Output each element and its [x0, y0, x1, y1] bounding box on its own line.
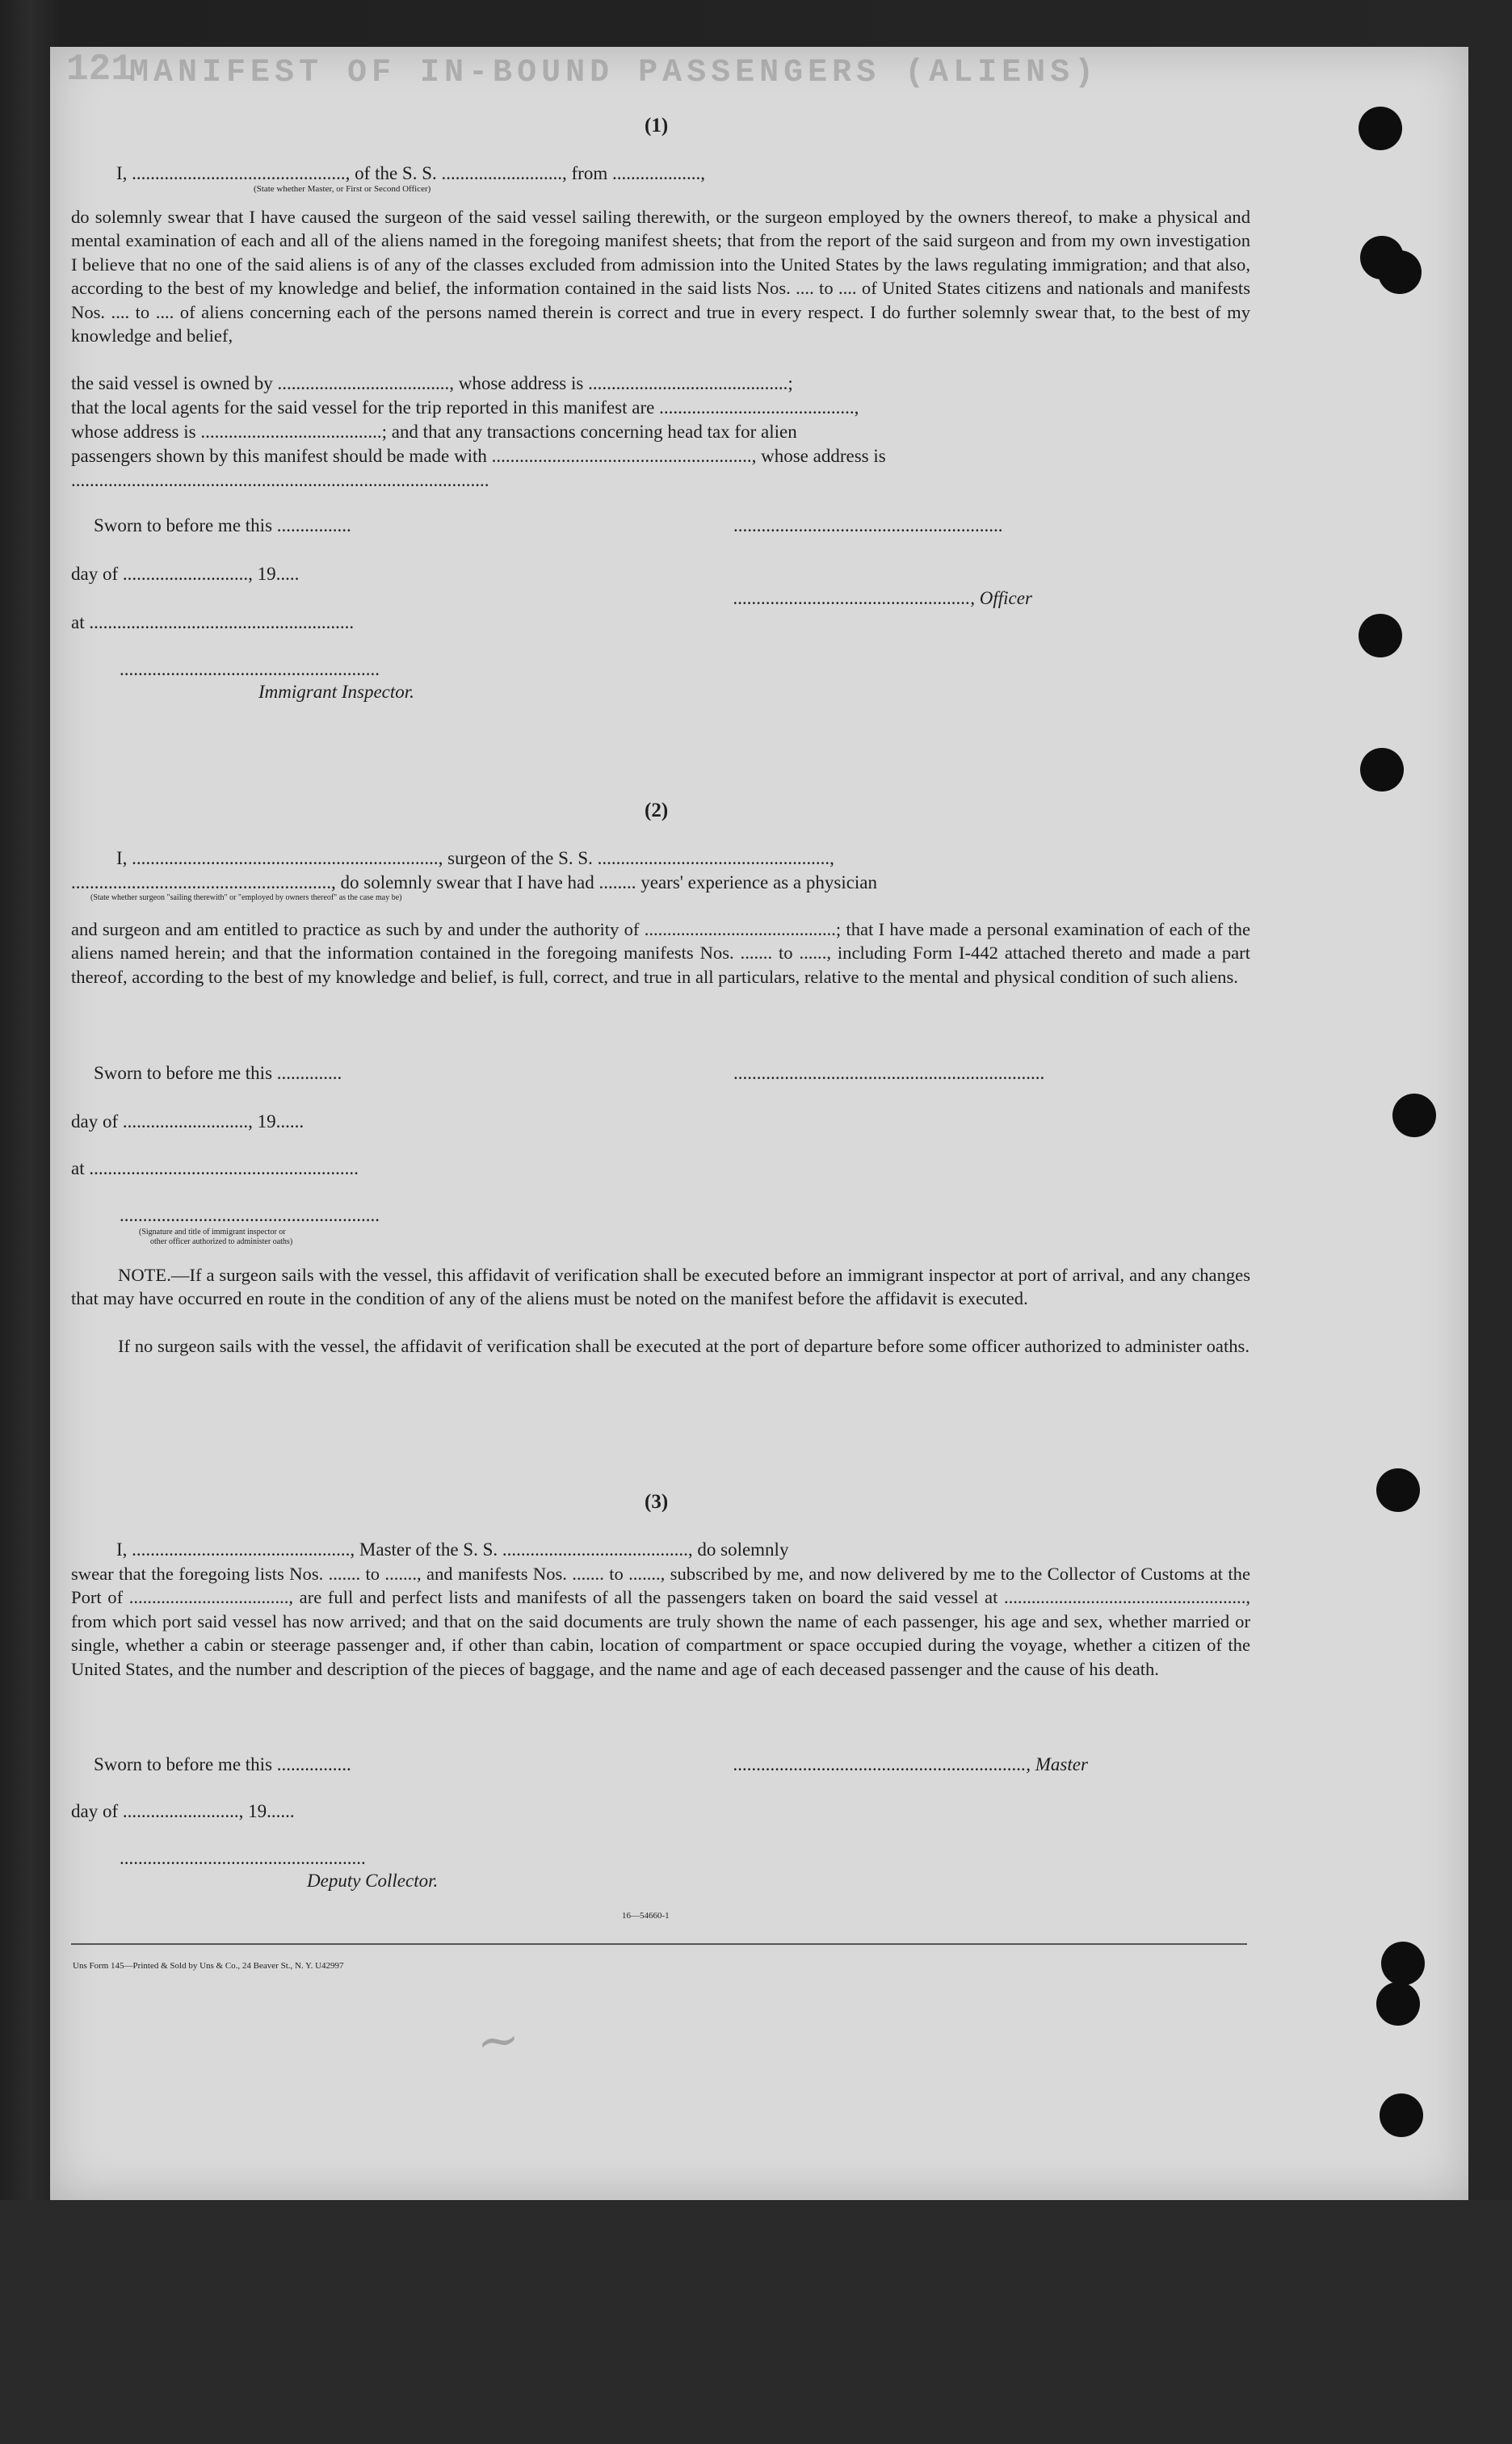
punch-hole — [1378, 250, 1422, 294]
section-1-number: (1) — [645, 115, 669, 136]
section-1-agents-line: that the local agents for the said vessel for the trip reported in this manifest are .........................................., — [71, 397, 859, 418]
section-2-signature-dots: ........................................................ — [120, 1205, 380, 1225]
section-1-inspector-label: Immigrant Inspector. — [258, 682, 414, 702]
section-2-caption: (State whether surgeon "sailing therewith" or "employed by owners thereof" as the case may be) — [90, 893, 402, 902]
section-1-oath-paragraph: do solemnly swear that I have caused the surgeon of the said vessel sailing therewith, or the surgeon employed by the owners thereof, to make a physical and mental examination of each and all of the aliens named in the foregoing manifest sheets; that from the report of the said surgeon and from my own investigation I believe that no one of the said aliens is of any of the classes excluded from admission into the United States by the laws regulating immigration; and that also, according to the best of my knowledge and belief, the information contained in the said lists Nos. .... to .... of United States citizens and nationals and manifests Nos. .... to .... of aliens concerning each of the persons named therein is correct and true in every respect. I do further solemnly swear that, to the best of my knowledge and belief, — [71, 207, 1250, 346]
section-1-passengers-line: passengers shown by this manifest should be made with ........................................................, whose address is — [71, 446, 886, 466]
section-3-line-1: I, ..............................................., Master of the S. S. ........................................, do solemnly — [116, 1539, 789, 1560]
punch-hole — [1360, 748, 1404, 792]
footer-imprint: Uns Form 145—Printed & Sold by Uns & Co., 24 Beaver St., N. Y. U42997 — [73, 1961, 344, 1971]
section-3-master-line: ..............................................................., Master — [733, 1754, 1088, 1774]
section-3-collector-dots: ..................................................... — [120, 1848, 366, 1868]
section-1-sworn: Sworn to before me this ................ — [94, 515, 351, 535]
section-3-sworn: Sworn to before me this ................ — [94, 1754, 351, 1774]
section-3-collector-label: Deputy Collector. — [307, 1871, 439, 1891]
punch-hole — [1359, 107, 1402, 150]
section-1-inspector-dots: ........................................................ — [120, 659, 380, 679]
section-1-officer-line: ..................................................., Officer — [733, 588, 1032, 608]
section-3-oath-paragraph: swear that the foregoing lists Nos. ....... to ......., and manifests Nos. ....... to ......., subscribed by me, and now delivered by me to the Collector of Customs at the Port of ..................................., are full and perfect lists and manifests of all the passengers taken on board the said vessel at ....................................................., from which port said vessel has now arrived; and that on the said documents are truly shown the name of each passenger, his age and sex, whether married or single, whether a cabin or steerage passenger and, if other than cabin, location of compartment or space occupied during the voyage, whether a citizen of the United States, and the number and description of the pieces of baggage, and the name and age of each deceased passenger and the cause of his death. — [71, 1564, 1250, 1679]
section-2-signature-caption-1: (Signature and title of immigrant inspector or — [139, 1228, 286, 1237]
section-2-oath-paragraph: and surgeon and am entitled to practice as such by and under the authority of ..........................................; that I have made a personal examination of each of the aliens named herein; and that the information contained in the foregoing manifests Nos. ....... to ......, including Form I-442 attached thereto and made a part thereof, according to the best of my knowledge and belief, is full, correct, and true in all particulars, relative to the mental and physical condition of such aliens. — [71, 919, 1250, 987]
section-2-day: day of ..........................., 19...... — [71, 1111, 304, 1132]
section-2-signature-caption-2: other officer authorized to administer oaths) — [150, 1237, 293, 1246]
ghost-header-text: MANIFEST OF IN-BOUND PASSENGERS (ALIENS) — [129, 55, 1099, 91]
footer-rule — [71, 1943, 1247, 1945]
section-2-line-1: I, .................................................................., surgeon of the S. S. .................................................., — [116, 848, 834, 868]
section-3-number: (3) — [645, 1491, 669, 1513]
punch-hole — [1376, 1982, 1420, 2026]
punch-hole — [1376, 1468, 1420, 1512]
section-1-day: day of ..........................., 19..... — [71, 564, 300, 584]
section-1-at: at ......................................................... — [71, 612, 355, 632]
section-1-line-1: I, .............................................., of the S. S. .........................., from ..................., — [116, 163, 705, 183]
section-1-sworn-dots: .......................................................... — [733, 515, 1003, 535]
section-2-line-2: ........................................................, do solemnly swear that I have had ........ years' experience as a physician — [71, 872, 878, 892]
section-2-sworn: Sworn to before me this .............. — [94, 1063, 342, 1083]
ghost-page-number: 121 — [66, 48, 133, 90]
punch-hole — [1380, 2093, 1423, 2137]
scan-bottom-margin — [0, 2200, 1512, 2444]
section-2-number: (2) — [645, 800, 669, 821]
form-code: 16—54660-1 — [622, 1911, 670, 1921]
section-1-address-line: whose address is .......................................; and that any transactions concerning head tax for alien — [71, 422, 797, 442]
punch-hole — [1392, 1094, 1436, 1137]
section-1-owned-line: the said vessel is owned by ....................................., whose address is ...........................................; — [71, 373, 793, 393]
punch-hole — [1381, 1942, 1425, 1985]
section-2-at: at .......................................................... — [71, 1158, 359, 1178]
section-3-day: day of ........................., 19...... — [71, 1801, 295, 1821]
handwritten-signature: ~ — [473, 2009, 523, 2073]
section-2-note-2: If no surgeon sails with the vessel, the affidavit of verification shall be executed at the port of departure before some officer authorized to administer oaths. — [118, 1336, 1250, 1356]
section-2-sworn-dots: ................................................................... — [733, 1063, 1045, 1083]
punch-hole — [1359, 614, 1402, 657]
section-1-blank-line: .......................................................................................... — [71, 470, 489, 490]
section-2-note: NOTE.—If a surgeon sails with the vessel, this affidavit of verification shall be executed before an immigrant inspector at port of arrival, and any changes that may have occurred en route in the condition of any of the aliens must be noted on the manifest before the affidavit is executed. — [71, 1265, 1250, 1309]
section-1-caption: (State whether Master, or First or Second Officer) — [254, 184, 431, 194]
